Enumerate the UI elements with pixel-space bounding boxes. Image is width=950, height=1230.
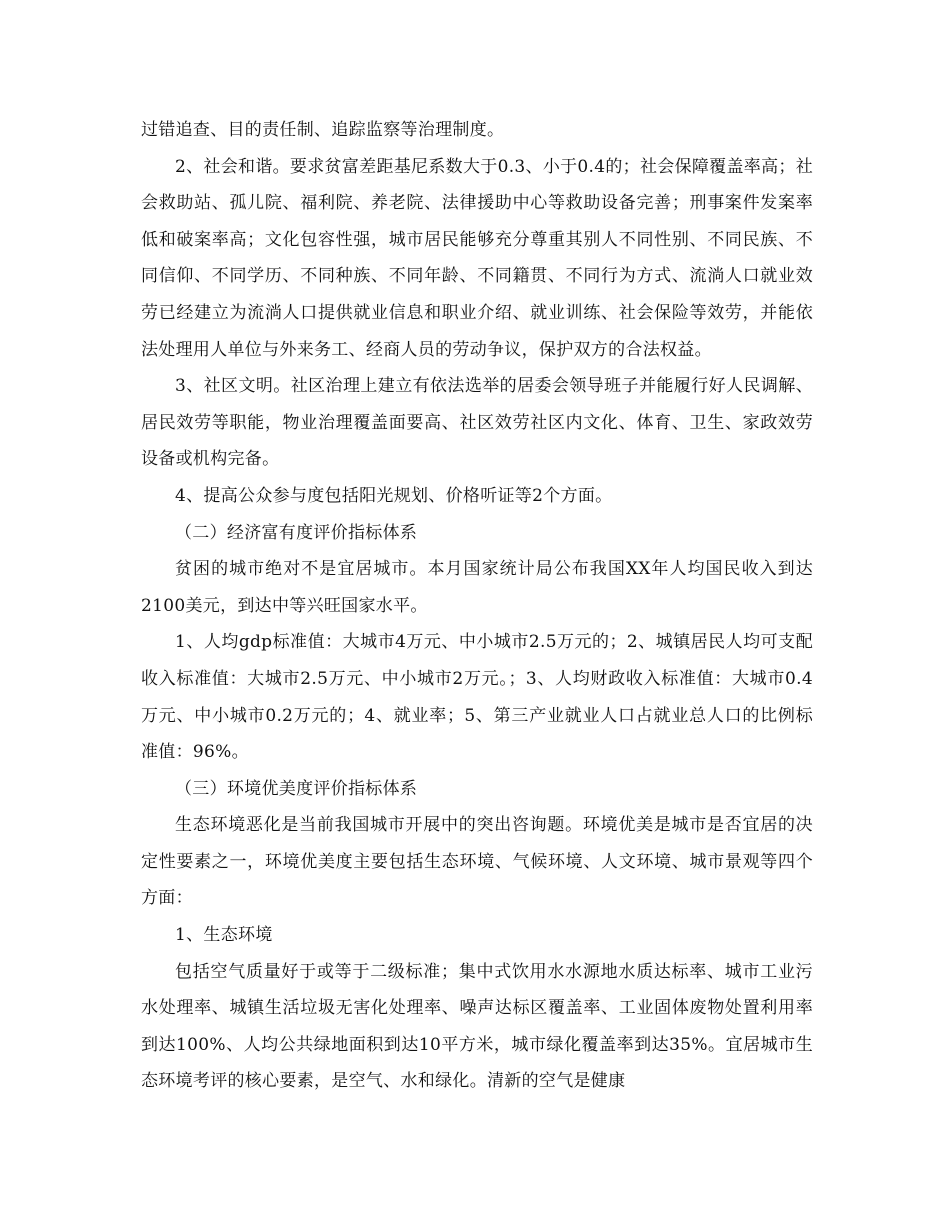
paragraph-economic-intro: 贫困的城市绝对不是宜居城市。本月国家统计局公布我国XX年人均国民收入到达2100美元，到达中等兴旺国家水平。 — [141, 559, 813, 616]
paragraph-ecological-details: 包括空气质量好于或等于二级标准；集中式饮用水水源地水质达标率、城市工业污水处理率、城镇生活垃圾无害化处理率、噪声达标区覆盖率、工业固体废物处置利用率到达100%、人均公共绿地面积到达10平方米，城市绿化覆盖率到达35%。宜居城市生态环境考评的核心要素，是空气、水和绿化。清新的空气是健康 — [141, 961, 813, 1092]
paragraph-public-participation: 4、提高公众参与度包括阳光规划、价格听证等2个方面。 — [175, 485, 613, 506]
paragraph-economic-indicators: 1、人均gdp标准值：大城市4万元、中小城市2.5万元的；2、城镇居民人均可支配收入标准值：大城市2.5万元、中小城市2万元。；3、人均财政收入标准值：大城市0.4万元、中小城市0.2万元的；4、就业率；5、第三产业就业人口占就业总人口的比例标准值：96%。 — [141, 632, 813, 763]
paragraph-environment-intro: 生态环境恶化是当前我国城市开展中的突出咨询题。环境优美是城市是否宜居的决定性要素之一，环境优美度主要包括生态环境、气候环境、人文环境、城市景观等四个方面： — [141, 815, 813, 909]
section-heading-environment: （三）环境优美度评价指标体系 — [175, 778, 418, 799]
paragraph-continuation: 过错追查、目的责任制、追踪监察等治理制度。 — [141, 120, 505, 140]
paragraph-community-civilization: 3、社区文明。社区治理上建立有依法选举的居委会领导班子并能履行好人民调解、居民效劳等职能，物业治理覆盖面要高、社区效劳社区内文化、体育、卫生、家政效劳设备或机构完备。 — [141, 376, 813, 470]
section-heading-economic: （二）经济富有度评价指标体系 — [175, 522, 418, 543]
paragraph-social-harmony: 2、社会和谐。要求贫富差距基尼系数大于0.3、小于0.4的；社会保障覆盖率高；社会救助站、孤儿院、福利院、养老院、法律援助中心等救助设备完善；刑事案件发案率低和破案率高；文化包容性强，城市居民能够充分尊重其别人不同性别、不同民族、不同信仰、不同学历、不同种族、不同年龄、不同籍贯、不同行为方式、流淌人口就业效劳已经建立为流淌人口提供就业信息和职业介绍、就业训练、社会保险等效劳，并能依法处理用人单位与外来务工、经商人员的劳动争议，保护双方的合法权益。 — [141, 156, 813, 360]
subheading-ecological-environment: 1、生态环境 — [175, 925, 273, 946]
document-page — [141, 112, 813, 1100]
